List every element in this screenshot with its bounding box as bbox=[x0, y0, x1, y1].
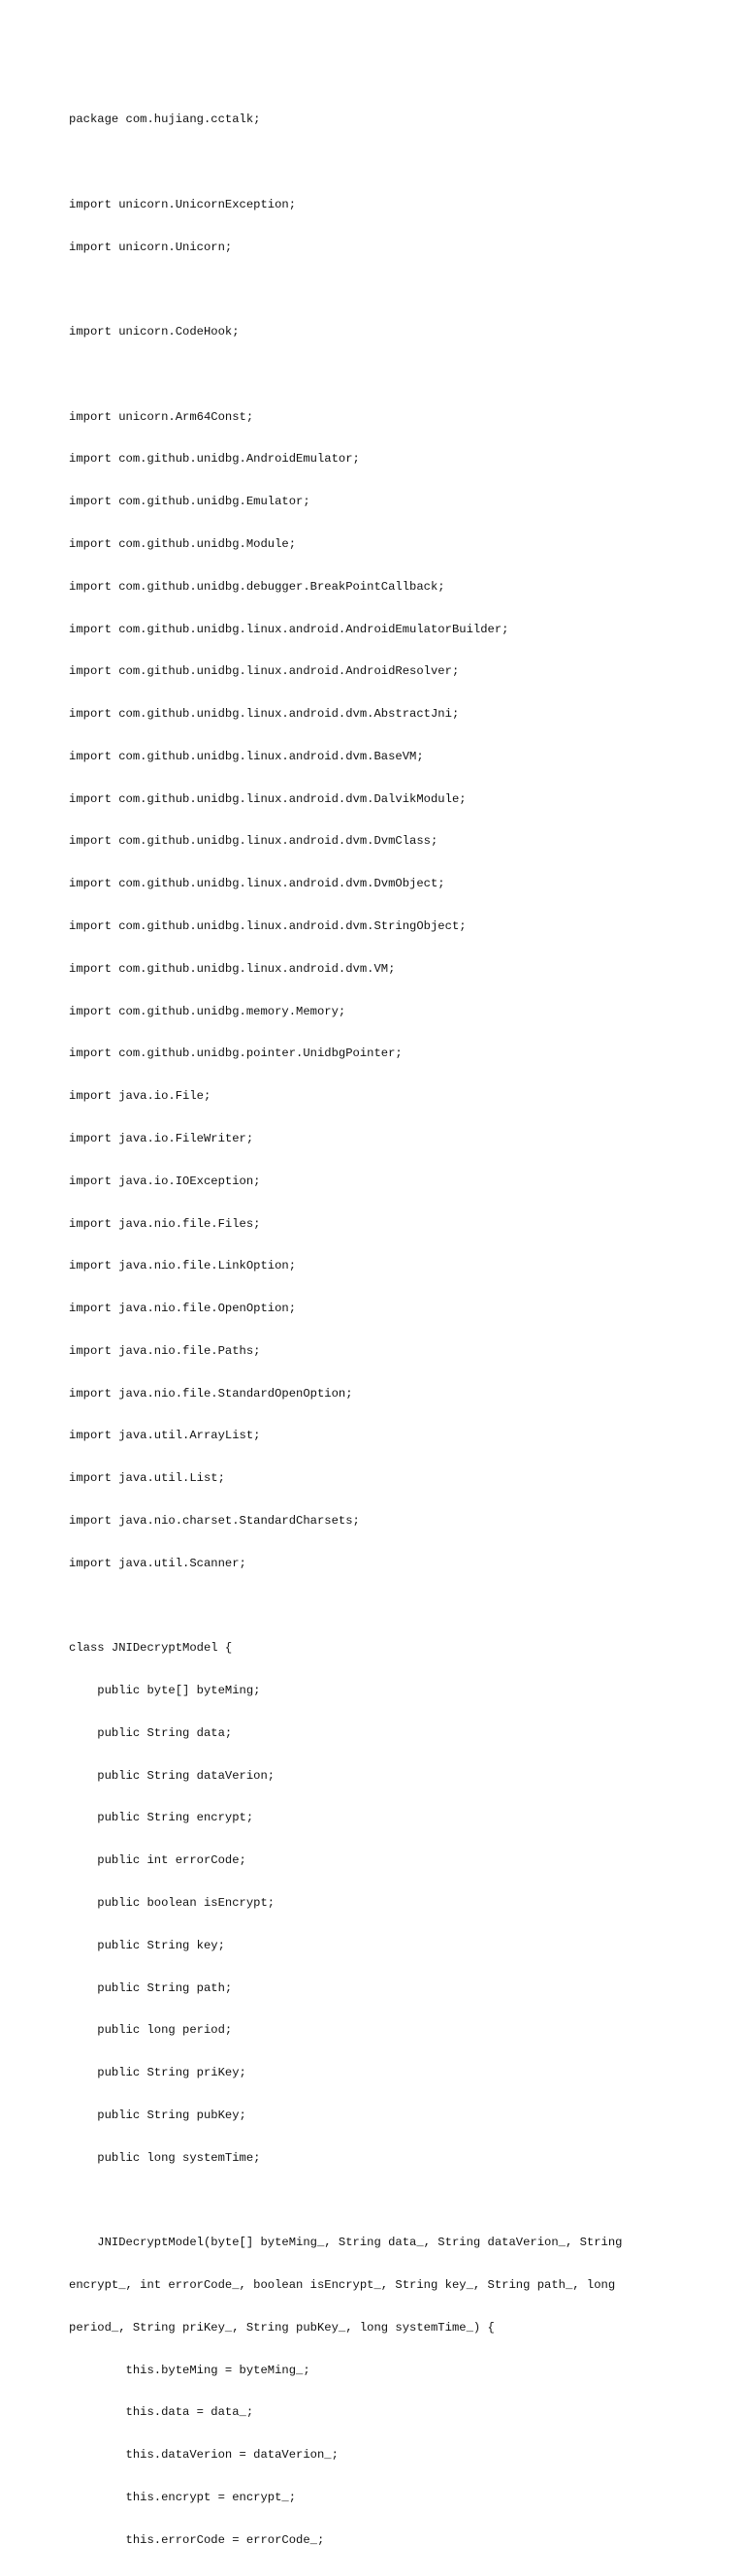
code-line: import com.github.unidbg.linux.android.dvm.DvmClass; bbox=[69, 834, 438, 849]
code-line: public String dataVerion; bbox=[69, 1768, 275, 1783]
code-line: class JNIDecryptModel { bbox=[69, 1641, 233, 1656]
code-line: this.encrypt = encrypt_; bbox=[69, 2490, 297, 2504]
code-line: import com.github.unidbg.Module; bbox=[69, 537, 297, 551]
code-line: import com.github.unidbg.Emulator; bbox=[69, 495, 310, 509]
code-line: import java.nio.file.LinkOption; bbox=[69, 1259, 297, 1273]
code-line: public int errorCode; bbox=[69, 1853, 246, 1868]
code-line: JNIDecryptModel(byte[] byteMing_, String data_, String dataVerion_, String bbox=[69, 2236, 623, 2250]
code-line: import unicorn.Unicorn; bbox=[69, 240, 233, 254]
code-line: import unicorn.UnicornException; bbox=[69, 197, 297, 211]
code-line bbox=[69, 282, 699, 297]
code-line: import java.nio.file.OpenOption; bbox=[69, 1302, 297, 1316]
code-line: import java.io.File; bbox=[69, 1089, 211, 1104]
code-line: this.byteMing = byteMing_; bbox=[69, 2363, 310, 2377]
code-line: import java.nio.file.Files; bbox=[69, 1216, 261, 1231]
code-line: import java.util.Scanner; bbox=[69, 1556, 246, 1570]
code-line bbox=[69, 368, 699, 382]
code-line: import java.nio.charset.StandardCharsets; bbox=[69, 1513, 360, 1528]
code-line: public String encrypt; bbox=[69, 1811, 254, 1825]
code-line: import com.github.unidbg.linux.android.AndroidEmulatorBuilder; bbox=[69, 622, 509, 636]
code-line: import java.nio.file.StandardOpenOption; bbox=[69, 1386, 353, 1401]
code-line: import com.github.unidbg.linux.android.dvm.BaseVM; bbox=[69, 749, 424, 763]
code-line: import com.github.unidbg.linux.android.dvm.DalvikModule; bbox=[69, 791, 467, 806]
code-line: import unicorn.CodeHook; bbox=[69, 325, 240, 339]
code-line: import java.nio.file.Paths; bbox=[69, 1343, 261, 1358]
code-line: public String priKey; bbox=[69, 2066, 246, 2080]
code-line bbox=[69, 2193, 699, 2207]
code-line: this.dataVerion = dataVerion_; bbox=[69, 2448, 339, 2463]
code-line: import java.util.ArrayList; bbox=[69, 1429, 261, 1443]
code-line: import unicorn.Arm64Const; bbox=[69, 409, 254, 424]
code-line: import com.github.unidbg.linux.android.dvm.AbstractJni; bbox=[69, 707, 460, 722]
code-line: import com.github.unidbg.AndroidEmulator; bbox=[69, 452, 360, 467]
code-line bbox=[69, 155, 699, 170]
code-line: encrypt_, int errorCode_, boolean isEncrypt_, String key_, String path_, long bbox=[69, 2278, 616, 2293]
code-line: import com.github.unidbg.debugger.BreakPointCallback; bbox=[69, 579, 445, 594]
code-line: period_, String priKey_, String pubKey_, long systemTime_) { bbox=[69, 2320, 495, 2334]
code-line: import com.github.unidbg.linux.android.dvm.VM; bbox=[69, 961, 396, 976]
code-line: import com.github.unidbg.linux.android.dvm.StringObject; bbox=[69, 919, 467, 934]
code-line bbox=[69, 1599, 699, 1614]
code-line: public long systemTime; bbox=[69, 2150, 261, 2165]
code-line: package com.hujiang.cctalk; bbox=[69, 113, 261, 127]
code-line: public boolean isEncrypt; bbox=[69, 1896, 275, 1910]
code-line: public String path; bbox=[69, 1980, 233, 1995]
code-line: import com.github.unidbg.pointer.UnidbgPointer; bbox=[69, 1046, 403, 1061]
code-line: public long period; bbox=[69, 2023, 233, 2038]
code-line: import com.github.unidbg.memory.Memory; bbox=[69, 1004, 346, 1018]
code-line: import java.io.IOException; bbox=[69, 1174, 261, 1188]
source-code-block bbox=[69, 84, 699, 2576]
code-line: import java.util.List; bbox=[69, 1471, 225, 1486]
code-line: public String data; bbox=[69, 1725, 233, 1740]
code-line: public String key; bbox=[69, 1938, 225, 1952]
code-line: import java.io.FileWriter; bbox=[69, 1131, 254, 1145]
code-line: this.data = data_; bbox=[69, 2405, 254, 2420]
code-line: public byte[] byteMing; bbox=[69, 1684, 261, 1698]
code-line: import com.github.unidbg.linux.android.AndroidResolver; bbox=[69, 664, 460, 679]
code-line: import com.github.unidbg.linux.android.dvm.DvmObject; bbox=[69, 877, 445, 891]
code-line: this.errorCode = errorCode_; bbox=[69, 2532, 325, 2547]
code-line: public String pubKey; bbox=[69, 2108, 246, 2122]
